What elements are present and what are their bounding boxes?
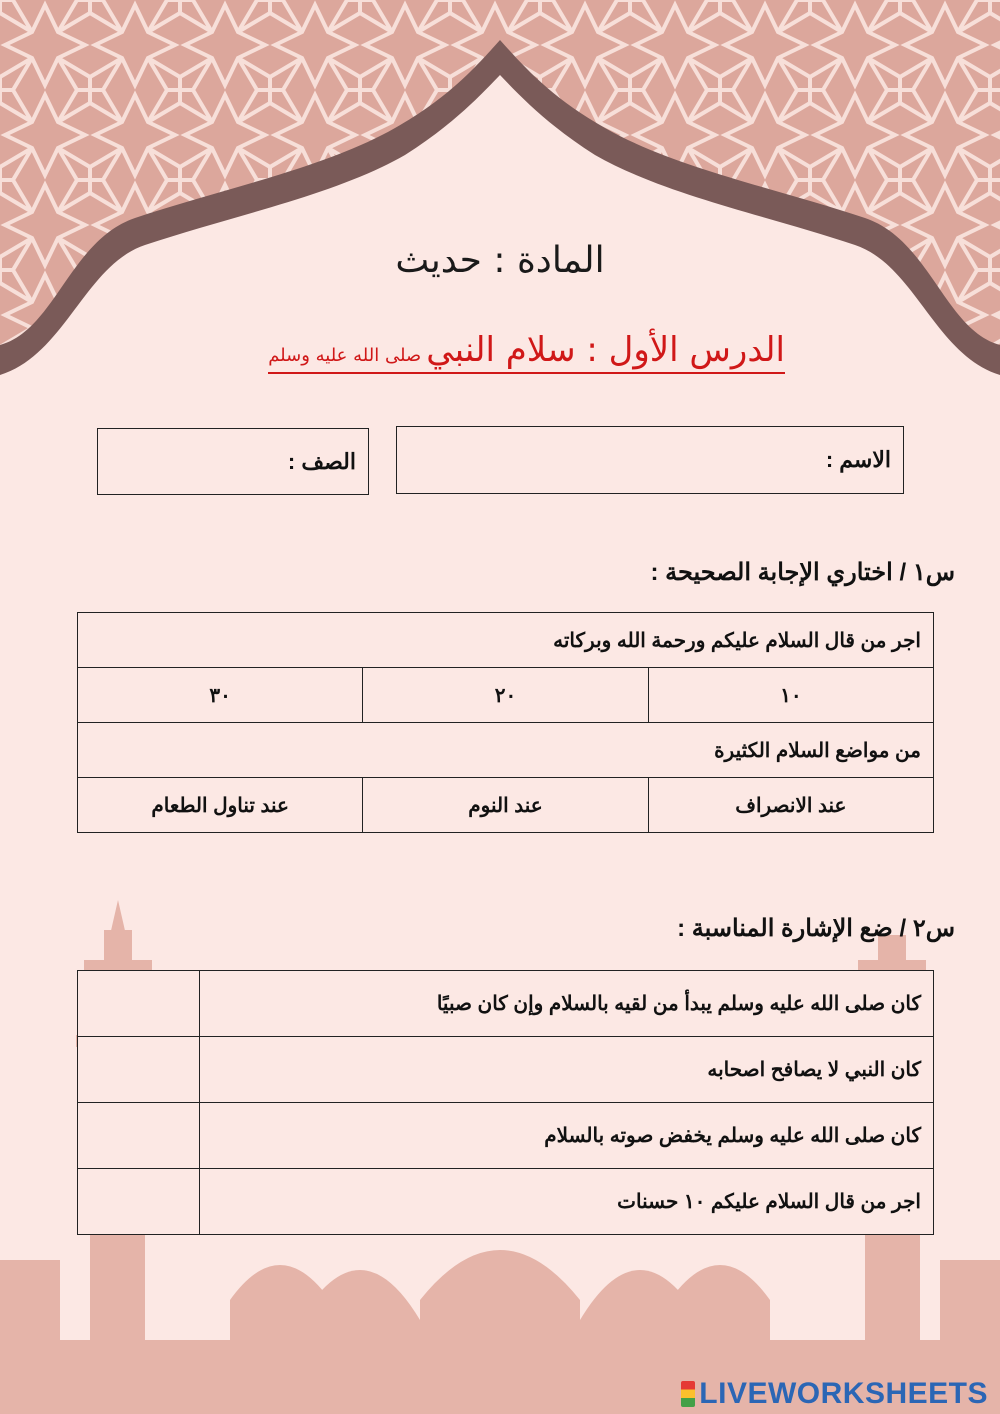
table-row — [78, 1103, 934, 1169]
lesson-title-main: الدرس الأول : سلام النبي — [426, 330, 785, 370]
table-row — [78, 1037, 934, 1103]
statement-text: كان النبي لا يصافح اصحابه — [200, 1037, 934, 1103]
lesson-title-suffix: صلى الله عليه وسلم — [268, 345, 422, 366]
table-row — [78, 668, 934, 723]
answer-option[interactable]: ١٠ — [648, 668, 933, 723]
question-stem: من مواضع السلام الكثيرة — [78, 723, 934, 778]
table-row — [78, 723, 934, 778]
liveworksheets-brand-text: LIVEWORKSHEETS — [699, 1377, 988, 1410]
table-row — [78, 613, 934, 668]
question1-table — [77, 612, 934, 833]
mark-answer-box[interactable] — [78, 1103, 200, 1169]
liveworksheets-logo-icon — [681, 1381, 695, 1407]
liveworksheets-logo[interactable] — [681, 1377, 988, 1411]
statement-text: اجر من قال السلام عليكم ١٠ حسنات — [200, 1169, 934, 1235]
table-row — [78, 1169, 934, 1235]
mark-answer-box[interactable] — [78, 971, 200, 1037]
name-field[interactable] — [396, 426, 904, 494]
question2-table — [77, 970, 934, 1235]
answer-option[interactable]: عند النوم — [363, 778, 648, 833]
class-field[interactable] — [97, 428, 369, 495]
answer-option[interactable]: ٢٠ — [363, 668, 648, 723]
table-row — [78, 778, 934, 833]
subject-title: المادة : حديث — [395, 240, 605, 281]
question-stem: اجر من قال السلام عليكم ورحمة الله وبركاته — [78, 613, 934, 668]
answer-option[interactable]: عند الانصراف — [648, 778, 933, 833]
name-label: الاسم : — [825, 447, 891, 472]
mark-answer-box[interactable] — [78, 1169, 200, 1235]
class-label: الصف : — [287, 449, 356, 474]
lesson-title — [268, 330, 785, 374]
statement-text: كان صلى الله عليه وسلم يخفض صوته بالسلام — [200, 1103, 934, 1169]
answer-option[interactable]: ٣٠ — [78, 668, 363, 723]
statement-text: كان صلى الله عليه وسلم يبدأ من لقيه بالسلام وإن كان صبيًا — [200, 971, 934, 1037]
question2-title: س٢ / ضع الإشارة المناسبة : — [677, 915, 955, 942]
table-row — [78, 971, 934, 1037]
mark-answer-box[interactable] — [78, 1037, 200, 1103]
answer-option[interactable]: عند تناول الطعام — [78, 778, 363, 833]
question1-title: س١ / اختاري الإجابة الصحيحة : — [650, 559, 955, 586]
